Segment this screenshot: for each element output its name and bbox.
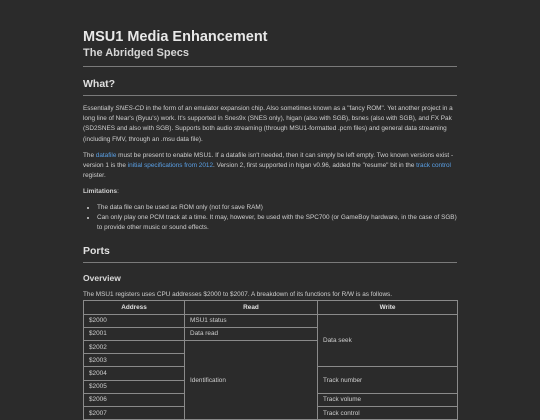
text: : (117, 188, 119, 196)
read-cell: Data read (185, 327, 318, 340)
read-cell: MSU1 status (185, 314, 318, 327)
column-header-write: Write (318, 301, 458, 314)
datafile-link[interactable]: datafile (95, 151, 117, 159)
limitations-heading: Limitations (83, 188, 118, 196)
list-item: • The data file can be used as ROM only (not for save RAM) (97, 203, 457, 213)
section-heading-what: What? (83, 78, 116, 90)
page-title: MSU1 Media Enhancement (83, 29, 268, 45)
write-cell: Data seek (318, 314, 458, 367)
address-cell: $2003 (84, 354, 185, 367)
subsection-heading-overview: Overview (83, 273, 121, 284)
table-row (84, 314, 458, 327)
address-cell: $2005 (84, 380, 185, 393)
address-cell: $2004 (84, 367, 185, 380)
track-control-link[interactable]: track control (416, 162, 451, 170)
address-cell: $2001 (84, 327, 185, 340)
text: must be present to enable MSU1. If a datafile isn't needed, then it can simply be left empty. Two known versions exist - version 1 is the (83, 151, 454, 170)
column-header-read: Read (185, 301, 318, 314)
address-cell: $2006 (84, 393, 185, 406)
overview-paragraph: The MSU1 registers uses CPU addresses $2000 to $2007. A breakdown of its functions for R/W is as follows. (83, 291, 393, 299)
text: register. (83, 172, 106, 180)
registers-table (83, 300, 458, 420)
what-paragraph-2 (83, 151, 457, 182)
write-cell: Track control (318, 406, 458, 419)
text: Essentially (83, 105, 116, 112)
what-paragraph-1 (83, 104, 457, 145)
text: in the form of an emulator expansion chip. Also sometimes known as a "fancy ROM". Yet another project in a long line of Near's (Byuu's) work. It's supported in Snes9x (SNES only), higan (also with SGB), bsnes (also with SGB), and FX Pak (SD2SNES and also with SGB). Supports both audio streaming (through MSU1-formatted .pcm files) and general data streaming (including FMV, through an .msu data file). (83, 105, 453, 143)
document-content (83, 28, 457, 420)
column-header-address: Address (84, 301, 185, 314)
snes-cd-emphasis: SNES-CD (115, 105, 145, 112)
text: The (83, 151, 96, 159)
table-header-row (84, 301, 458, 314)
address-cell: $2000 (84, 314, 185, 327)
list-item: • Can only play one PCM track at a time. It may, however, be used with the SPC700 (or GameBoy hardware, in the case of SGB) to provide other music or sound effects. (97, 213, 457, 233)
page-subtitle: The Abridged Specs (83, 47, 189, 59)
read-cell: Identification (185, 341, 318, 420)
text: . Version 2, first supported in higan v0.96, added the "resume" bit in the (213, 162, 417, 170)
write-cell: Track volume (318, 393, 458, 406)
limitations-label (83, 187, 457, 197)
address-cell: $2002 (84, 341, 185, 354)
address-cell: $2007 (84, 406, 185, 419)
divider (83, 66, 457, 67)
write-cell: Track number (318, 367, 458, 393)
limitations-list (83, 203, 457, 234)
divider (83, 95, 457, 96)
section-heading-ports: Ports (83, 245, 110, 258)
initial-specifications-link[interactable]: initial specifications from 2012 (127, 162, 214, 170)
divider (83, 262, 457, 263)
